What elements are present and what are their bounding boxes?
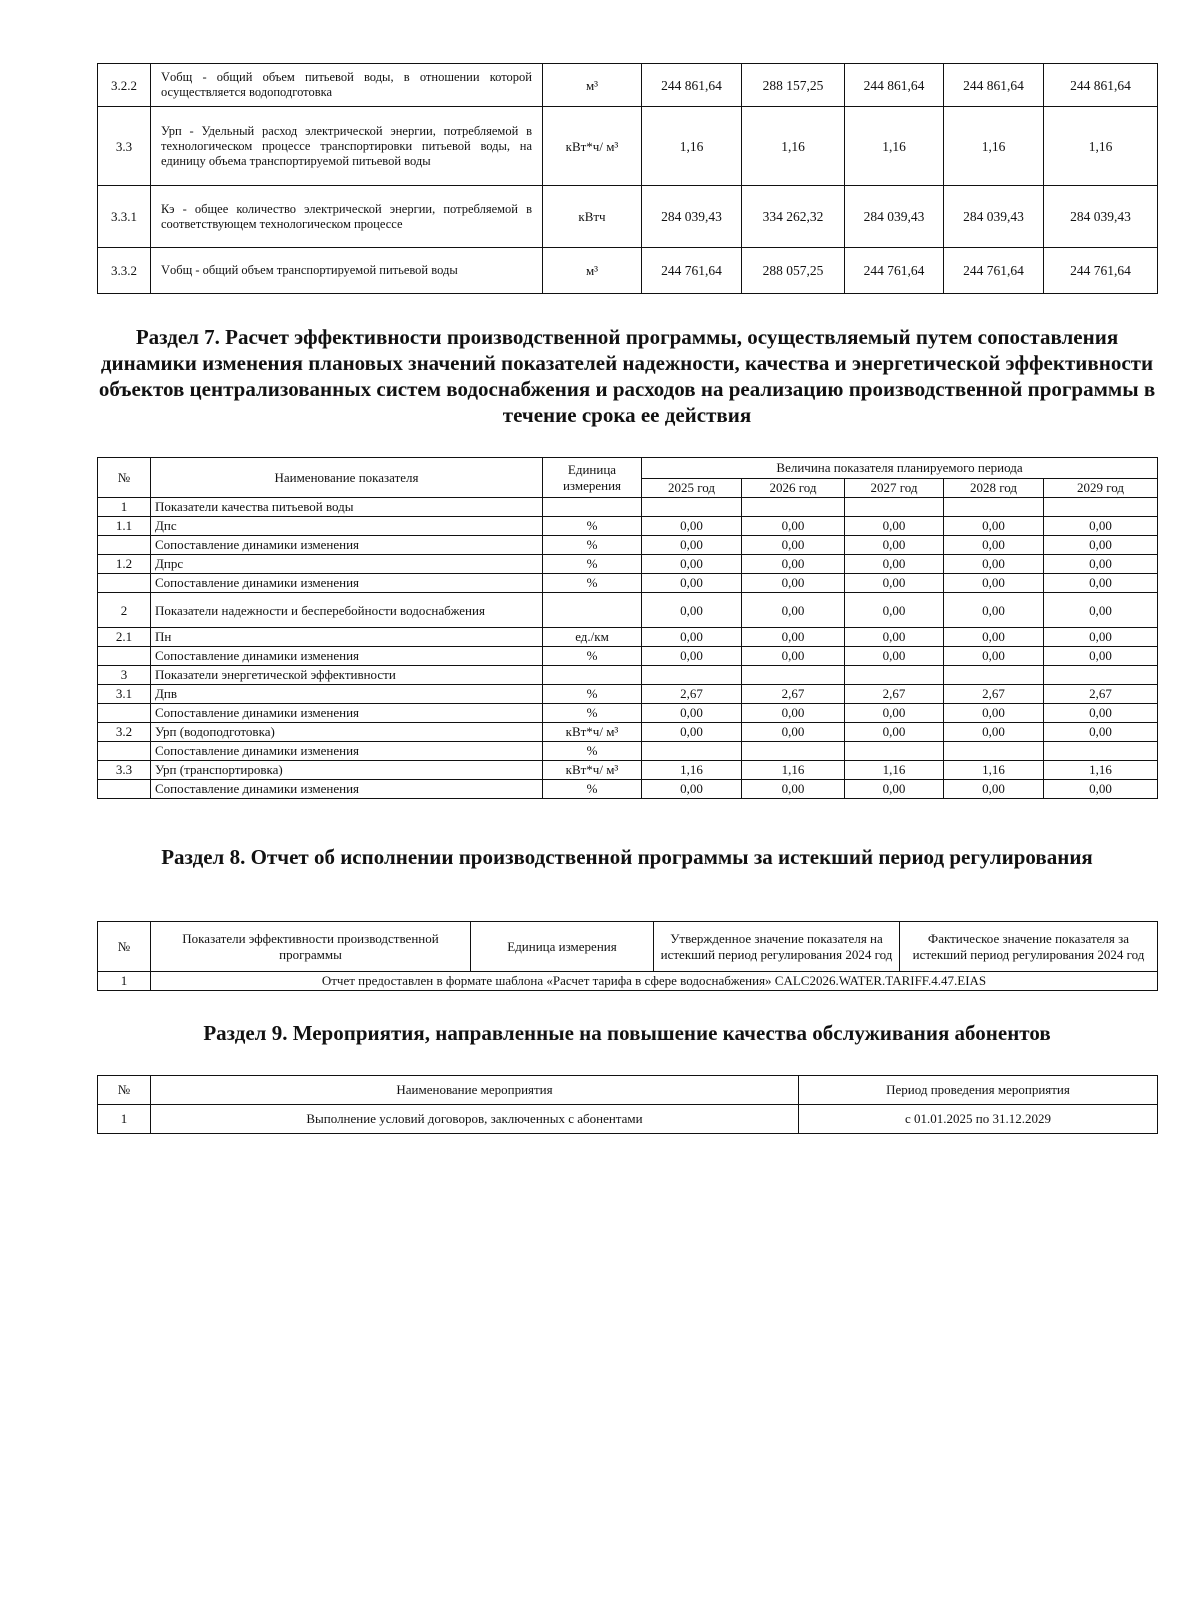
header-year: 2026 год <box>742 479 845 498</box>
value-2026: 334 262,32 <box>742 186 845 248</box>
value-2026: 0,00 <box>742 593 845 628</box>
indicator-name: Vобщ - общий объем транспортируемой питьевой воды <box>151 248 543 294</box>
value-2028: 0,00 <box>944 593 1044 628</box>
value-2027: 2,67 <box>845 685 944 704</box>
value-2028: 0,00 <box>944 780 1044 799</box>
value-2025: 0,00 <box>642 704 742 723</box>
table-row <box>98 780 1158 799</box>
value-2026 <box>742 742 845 761</box>
value-2026: 1,16 <box>742 761 845 780</box>
row-number: 3 <box>98 666 151 685</box>
row-number: 3.1 <box>98 685 151 704</box>
value-2027: 0,00 <box>845 574 944 593</box>
table-row <box>98 186 1158 248</box>
table-row <box>98 517 1158 536</box>
section-9-table <box>97 1075 1158 1134</box>
value-2026: 0,00 <box>742 647 845 666</box>
indicator-name: Кэ - общее количество электрической энергии, потребляемой в соответствующем технологическом процессе <box>151 186 543 248</box>
value-2029: 0,00 <box>1044 574 1158 593</box>
value-2026: 0,00 <box>742 780 845 799</box>
table-row <box>98 742 1158 761</box>
section-7-title: Раздел 7. Расчет эффективности производственной программы, осуществляемый путем сопоставления динамики изменения плановых значений показателей надежности, качества и энергетической эффективности объектов централизованных систем водоснабжения и расходов на реализацию производственной программы в течение срока ее действия <box>98 325 1156 427</box>
value-2028: 1,16 <box>944 761 1044 780</box>
header-year: 2029 год <box>1044 479 1158 498</box>
table-row <box>98 574 1158 593</box>
value-2028 <box>944 498 1044 517</box>
header-period: Период проведения мероприятия <box>799 1076 1158 1105</box>
table-row <box>98 972 1158 991</box>
header-unit: Единица измерения <box>543 458 642 498</box>
unit: % <box>543 574 642 593</box>
value-2027: 0,00 <box>845 704 944 723</box>
unit: % <box>543 555 642 574</box>
value-2028: 1,16 <box>944 107 1044 186</box>
table-row <box>98 704 1158 723</box>
indicator-name: Показатели надежности и бесперебойности водоснабжения <box>151 593 543 628</box>
row-number: 3.2.2 <box>98 64 151 107</box>
row-number: 3.3.2 <box>98 248 151 294</box>
row-number: 1 <box>98 498 151 517</box>
value-2025: 0,00 <box>642 555 742 574</box>
row-number <box>98 704 151 723</box>
row-number: 2.1 <box>98 628 151 647</box>
value-2029: 1,16 <box>1044 107 1158 186</box>
value-2029: 0,00 <box>1044 593 1158 628</box>
value-2025: 244 861,64 <box>642 64 742 107</box>
table-row <box>98 723 1158 742</box>
indicator-name: Сопоставление динамики изменения <box>151 704 543 723</box>
value-2028: 0,00 <box>944 723 1044 742</box>
value-2027: 1,16 <box>845 107 944 186</box>
value-2026: 2,67 <box>742 685 845 704</box>
value-2025: 0,00 <box>642 517 742 536</box>
unit: м³ <box>543 248 642 294</box>
value-2025: 244 761,64 <box>642 248 742 294</box>
header-name: Наименование показателя <box>151 458 543 498</box>
row-number <box>98 536 151 555</box>
value-2025: 0,00 <box>642 593 742 628</box>
unit: кВт*ч/ м³ <box>543 723 642 742</box>
value-2026: 288 057,25 <box>742 248 845 294</box>
value-2027: 244 761,64 <box>845 248 944 294</box>
table-row <box>98 761 1158 780</box>
indicator-name: Сопоставление динамики изменения <box>151 536 543 555</box>
report-note: Отчет предоставлен в формате шаблона «Расчет тарифа в сфере водоснабжения» CALC2026.WATER.TARIFF.4.47.EIAS <box>151 972 1158 991</box>
section-8-table <box>97 921 1158 991</box>
value-2029: 284 039,43 <box>1044 186 1158 248</box>
indicator-name: Дпс <box>151 517 543 536</box>
value-2025: 1,16 <box>642 761 742 780</box>
indicator-name: Показатели качества питьевой воды <box>151 498 543 517</box>
value-2027: 284 039,43 <box>845 186 944 248</box>
value-2029: 0,00 <box>1044 704 1158 723</box>
value-2028: 2,67 <box>944 685 1044 704</box>
section-9-title: Раздел 9. Мероприятия, направленные на повышение качества обслуживания абонентов <box>203 1021 1051 1045</box>
value-2026: 0,00 <box>742 704 845 723</box>
value-2026 <box>742 666 845 685</box>
value-2029: 244 861,64 <box>1044 64 1158 107</box>
indicator-name: Показатели энергетической эффективности <box>151 666 543 685</box>
row-number: 1.1 <box>98 517 151 536</box>
value-2025: 284 039,43 <box>642 186 742 248</box>
row-number: 3.3.1 <box>98 186 151 248</box>
indicator-name: Сопоставление динамики изменения <box>151 647 543 666</box>
section-7-table <box>97 457 1158 799</box>
value-2029 <box>1044 666 1158 685</box>
table-row <box>98 555 1158 574</box>
row-number <box>98 574 151 593</box>
value-2028 <box>944 742 1044 761</box>
table-row <box>98 593 1158 628</box>
value-2029: 0,00 <box>1044 647 1158 666</box>
header-no: № <box>98 458 151 498</box>
value-2029: 0,00 <box>1044 723 1158 742</box>
unit: % <box>543 685 642 704</box>
value-2029: 244 761,64 <box>1044 248 1158 294</box>
unit <box>543 666 642 685</box>
value-2025: 0,00 <box>642 723 742 742</box>
row-number <box>98 647 151 666</box>
value-2027: 0,00 <box>845 555 944 574</box>
table-row <box>98 498 1158 517</box>
unit: кВт*ч/ м³ <box>543 761 642 780</box>
value-2027: 0,00 <box>845 628 944 647</box>
value-2025: 1,16 <box>642 107 742 186</box>
value-2026: 0,00 <box>742 555 845 574</box>
unit: % <box>543 704 642 723</box>
value-2027 <box>845 742 944 761</box>
value-2025 <box>642 498 742 517</box>
unit: % <box>543 647 642 666</box>
unit: м³ <box>543 64 642 107</box>
value-2025 <box>642 666 742 685</box>
indicator-name: Урп - Удельный расход электрической энергии, потребляемой в технологическом процессе транспортировки питьевой воды, на единицу объема транспортируемой питьевой воды <box>151 107 543 186</box>
value-2029 <box>1044 742 1158 761</box>
row-number: 2 <box>98 593 151 628</box>
value-2028: 0,00 <box>944 647 1044 666</box>
value-2028: 0,00 <box>944 704 1044 723</box>
top-indicators-table <box>97 63 1158 294</box>
value-2028: 0,00 <box>944 517 1044 536</box>
indicator-name: Сопоставление динамики изменения <box>151 742 543 761</box>
unit: % <box>543 517 642 536</box>
header-year: 2027 год <box>845 479 944 498</box>
value-2027: 244 861,64 <box>845 64 944 107</box>
value-2026: 0,00 <box>742 517 845 536</box>
value-2028: 0,00 <box>944 628 1044 647</box>
unit: % <box>543 742 642 761</box>
value-2029: 0,00 <box>1044 780 1158 799</box>
value-2029: 2,67 <box>1044 685 1158 704</box>
value-2025 <box>642 742 742 761</box>
value-2029: 1,16 <box>1044 761 1158 780</box>
unit: кВт*ч/ м³ <box>543 107 642 186</box>
header-year: 2025 год <box>642 479 742 498</box>
value-2026: 1,16 <box>742 107 845 186</box>
indicator-name: Дпв <box>151 685 543 704</box>
value-2029: 0,00 <box>1044 555 1158 574</box>
value-2028: 0,00 <box>944 536 1044 555</box>
row-number: 3.3 <box>98 761 151 780</box>
value-2029: 0,00 <box>1044 517 1158 536</box>
value-2025: 0,00 <box>642 780 742 799</box>
row-number: 1 <box>98 972 151 991</box>
table-row <box>98 685 1158 704</box>
table-row <box>98 647 1158 666</box>
header-indicators: Показатели эффективности производственной программы <box>151 922 471 972</box>
value-2025: 0,00 <box>642 628 742 647</box>
indicator-name: Vобщ - общий объем питьевой воды, в отношении которой осуществляется водоподготовка <box>151 64 543 107</box>
value-2027 <box>845 498 944 517</box>
unit <box>543 593 642 628</box>
value-2027: 0,00 <box>845 647 944 666</box>
table-row <box>98 107 1158 186</box>
value-2025: 0,00 <box>642 574 742 593</box>
unit: % <box>543 780 642 799</box>
unit: кВтч <box>543 186 642 248</box>
value-2026: 0,00 <box>742 628 845 647</box>
indicator-name: Сопоставление динамики изменения <box>151 574 543 593</box>
table-row <box>98 536 1158 555</box>
value-2028: 0,00 <box>944 574 1044 593</box>
header-unit: Единица измерения <box>471 922 654 972</box>
header-year: 2028 год <box>944 479 1044 498</box>
indicator-name: Дпрс <box>151 555 543 574</box>
value-2027 <box>845 666 944 685</box>
value-2025: 2,67 <box>642 685 742 704</box>
table-row <box>98 64 1158 107</box>
row-number: 1.2 <box>98 555 151 574</box>
value-2028: 284 039,43 <box>944 186 1044 248</box>
value-2027: 0,00 <box>845 536 944 555</box>
row-number: 3.2 <box>98 723 151 742</box>
value-2026: 288 157,25 <box>742 64 845 107</box>
value-2027: 0,00 <box>845 780 944 799</box>
measure-period: с 01.01.2025 по 31.12.2029 <box>799 1105 1158 1134</box>
value-2027: 0,00 <box>845 723 944 742</box>
value-2025: 0,00 <box>642 647 742 666</box>
measure-name: Выполнение условий договоров, заключенных с абонентами <box>151 1105 799 1134</box>
header-period: Величина показателя планируемого периода <box>642 458 1158 479</box>
indicator-name: Пн <box>151 628 543 647</box>
table-row <box>98 1105 1158 1134</box>
value-2026: 0,00 <box>742 723 845 742</box>
value-2028: 244 861,64 <box>944 64 1044 107</box>
value-2029 <box>1044 498 1158 517</box>
indicator-name: Сопоставление динамики изменения <box>151 780 543 799</box>
indicator-name: Урп (водоподготовка) <box>151 723 543 742</box>
value-2029: 0,00 <box>1044 628 1158 647</box>
value-2028: 0,00 <box>944 555 1044 574</box>
header-name: Наименование мероприятия <box>151 1076 799 1105</box>
row-number: 1 <box>98 1105 151 1134</box>
value-2027: 0,00 <box>845 593 944 628</box>
value-2028 <box>944 666 1044 685</box>
header-no: № <box>98 922 151 972</box>
value-2026: 0,00 <box>742 574 845 593</box>
value-2025: 0,00 <box>642 536 742 555</box>
section-8-title: Раздел 8. Отчет об исполнении производственной программы за истекший период регулирования <box>161 845 1093 869</box>
table-row <box>98 666 1158 685</box>
value-2026 <box>742 498 845 517</box>
unit: ед./км <box>543 628 642 647</box>
unit: % <box>543 536 642 555</box>
table-row <box>98 628 1158 647</box>
value-2027: 1,16 <box>845 761 944 780</box>
unit <box>543 498 642 517</box>
value-2026: 0,00 <box>742 536 845 555</box>
value-2027: 0,00 <box>845 517 944 536</box>
indicator-name: Урп (транспортировка) <box>151 761 543 780</box>
row-number <box>98 780 151 799</box>
value-2028: 244 761,64 <box>944 248 1044 294</box>
row-number: 3.3 <box>98 107 151 186</box>
row-number <box>98 742 151 761</box>
header-no: № <box>98 1076 151 1105</box>
value-2029: 0,00 <box>1044 536 1158 555</box>
table-row <box>98 248 1158 294</box>
header-approved: Утвержденное значение показателя на истекший период регулирования 2024 год <box>654 922 900 972</box>
header-actual: Фактическое значение показателя за истекший период регулирования 2024 год <box>900 922 1158 972</box>
